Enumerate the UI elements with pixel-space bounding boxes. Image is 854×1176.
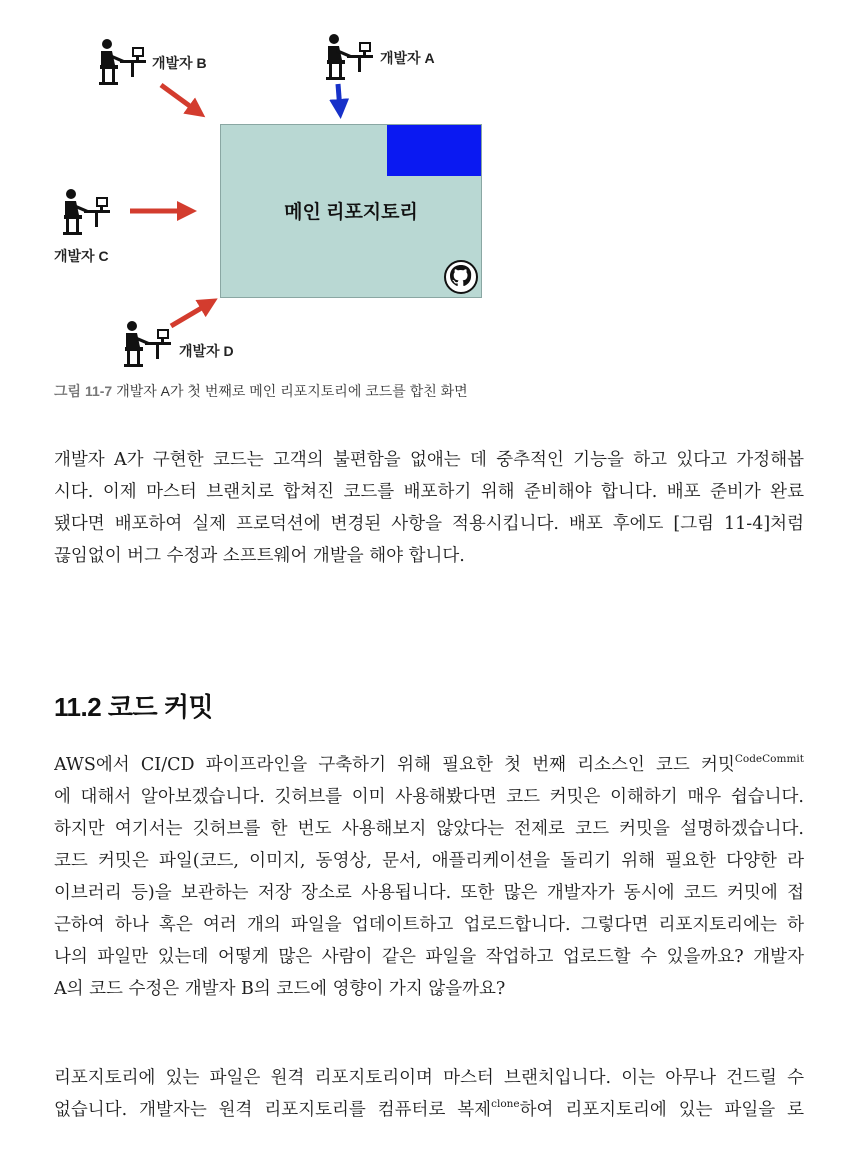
paragraph-line: [54, 1094, 804, 1126]
paragraph-line: 나의 파일만 있는데 어떻게 많은 사람이 같은 파일을 작업하고 업로드할 수 있을까요? 개발자: [54, 947, 804, 967]
figure-caption: [54, 381, 468, 401]
developer-a-label: 개발자 A: [380, 50, 435, 66]
developer-c-label: 개발자 C: [54, 248, 109, 264]
term-superscript: CodeCommit: [734, 753, 804, 765]
paragraph-codecommit: [54, 749, 804, 1005]
line-text: 하여 리포지토리에 있는 파일을 로: [519, 1100, 804, 1120]
paragraph-line: 됐다면 배포하여 실제 프로덕션에 변경된 사항을 적용시킵니다. 배포 후에도 [그림 11-4]처럼: [54, 514, 804, 534]
repository-title: 메인 리포지토리: [284, 202, 418, 223]
paragraph-intro: [54, 444, 804, 572]
paragraph-remote-repo: [54, 1062, 804, 1126]
paragraph-line: [54, 749, 804, 781]
term-superscript: clone: [491, 1098, 520, 1110]
main-repository-box: [220, 124, 482, 298]
paragraph-line: 개발자 A가 구현한 코드는 고객의 불편함을 없애는 데 중추적인 기능을 하고 있다고 가정해봅: [54, 450, 804, 470]
paragraph-line: 하지만 여기서는 깃허브를 한 번도 사용해보지 않았다는 전제로 코드 커밋을 설명하겠습니다.: [54, 819, 804, 839]
figure-number: 그림 11-7: [54, 383, 113, 399]
arrow-a: [338, 84, 340, 110]
arrow-d: [171, 303, 210, 326]
developer-a-code-block: [387, 125, 481, 176]
arrow-b: [161, 85, 198, 112]
developer-d-label: 개발자 D: [179, 343, 234, 359]
line-text: 없습니다. 개발자는 원격 리포지토리를 컴퓨터로 복제: [54, 1100, 492, 1120]
paragraph-line: 코드 커밋은 파일(코드, 이미지, 동영상, 문서, 애플리케이션을 돌리기 위해 필요한 다양한 라: [54, 851, 804, 871]
line-text: AWS에서 CI/CD 파이프라인을 구축하기 위해 필요한 첫 번째 리소스인 코드 커밋: [54, 755, 735, 775]
paragraph-line: 끊임없이 버그 수정과 소프트웨어 개발을 해야 합니다.: [54, 546, 465, 566]
paragraph-line: 근하여 하나 혹은 여러 개의 파일을 업데이트하고 업로드합니다. 그렇다면 리포지토리에는 하: [54, 915, 804, 935]
paragraph-line: 에 대해서 알아보겠습니다. 깃허브를 이미 사용해봤다면 코드 커밋은 이해하기 매우 쉽습니다.: [54, 787, 804, 807]
paragraph-line: 시다. 이제 마스터 브랜치로 합쳐진 코드를 배포하기 위해 준비해야 합니다. 배포 준비가 완료: [54, 482, 804, 502]
developer-b-label: 개발자 B: [152, 55, 207, 71]
figure: [0, 0, 854, 370]
github-icon: [443, 259, 479, 295]
paragraph-line: 이브러리 등)을 보관하는 저장 장소로 사용됩니다. 또한 많은 개발자가 동시에 코드 커밋에 접: [54, 883, 804, 903]
figure-caption-text: 개발자 A가 첫 번째로 메인 리포지토리에 코드를 합친 화면: [116, 383, 468, 399]
section-heading: 11.2 코드 커밋: [54, 692, 214, 722]
paragraph-line: A의 코드 수정은 개발자 B의 코드에 영향이 가지 않을까요?: [54, 979, 506, 999]
paragraph-line: 리포지토리에 있는 파일은 원격 리포지토리이며 마스터 브랜치입니다. 이는 아무나 건드릴 수: [54, 1068, 804, 1088]
